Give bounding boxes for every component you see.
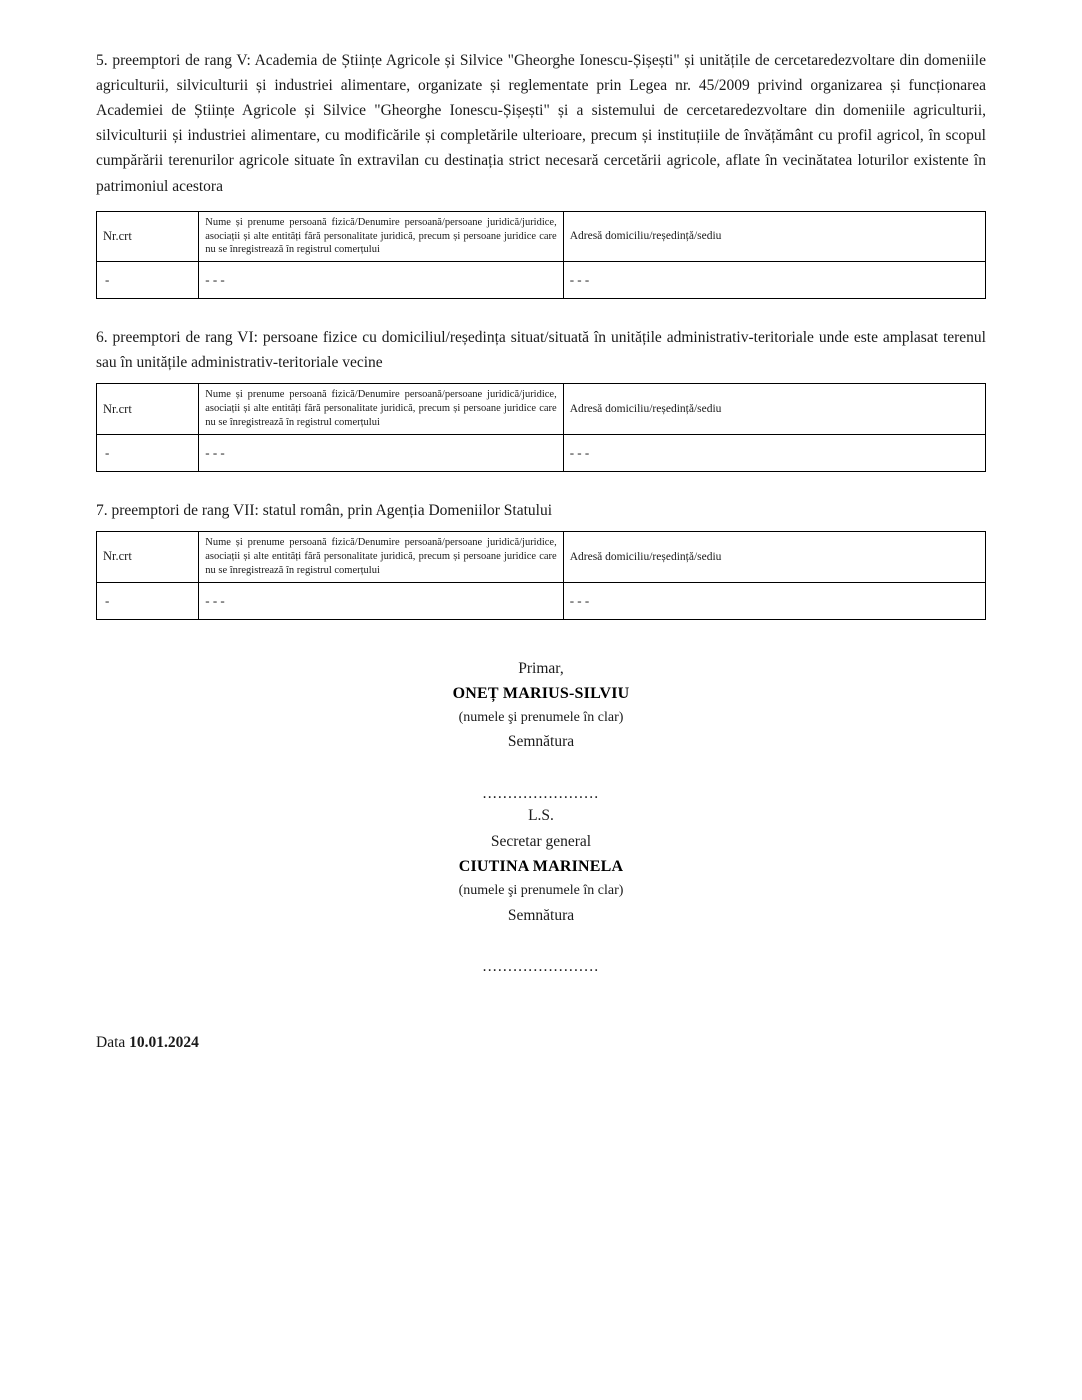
table-row [97,582,986,619]
secretar-signature-dots: ....................... [482,957,600,975]
secretar-note: (numele şi prenumele în clar) [458,882,624,898]
cell-address: - - - [563,582,985,619]
date-value: 10.01.2024 [129,1033,199,1051]
cell-name: - - - [199,435,563,472]
primar-name: ONEȚ MARIUS-SILVIU [452,684,630,702]
preemptors-table-rank-5 [96,211,986,300]
primar-role: Primar, [518,659,564,677]
secretar-name: CIUTINA MARINELA [458,857,624,875]
table-row [97,262,986,299]
cell-address: - - - [563,262,985,299]
cell-nr: - [97,435,199,472]
preemptors-table-rank-6 [96,383,986,472]
column-header-name: Nume și prenume persoană fizică/Denumire persoană/persoane juridică/juridice, asociații și alte entități fără personalitate juridică, precum și persoane juridice care nu se înregistrează în registrul comerțului [199,211,563,262]
secretar-role: Secretar general [490,832,592,850]
cell-address: - - - [563,435,985,472]
secretar-signature-label: Semnătura [507,906,575,924]
column-header-name: Nume și prenume persoană fizică/Denumire persoană/persoane juridică/juridice, asociații și alte entități fără personalitate juridică, precum și persoane juridice care nu se înregistrează în registrul comerțului [199,532,563,583]
table-header-row [97,384,986,435]
date-line [96,1034,986,1052]
paragraph-rank-5: 5. preemptori de rang V: Academia de Științe Agricole și Silvice "Gheorghe Ionescu-Șișești" și unitățile de cercetaredezvoltare din domeniile agriculturii, silviculturii și industriei alimentare, organizate și reglementate prin Legea nr. 45/2009 privind organizarea și funcționarea Academiei de Științe Agricole și Silvice "Gheorghe Ionescu-Șișești" și a sistemului de cercetaredezvoltare din domeniile agriculturii, silviculturii și industriei alimentare, cu modificările și completările ulterioare, precum și instituțiile de învățământ cu profil agricol, în scopul cumpărării terenurilor agricole situate în extravilan cu destinația strict necesară cercetării agricole, aflate în vecinătatea loturilor existente în patrimoniul acestora [96,52,986,195]
column-header-address: Adresă domiciliu/reședință/sediu [563,532,985,583]
table-row [97,435,986,472]
table-header-row [97,211,986,262]
preemptors-table-rank-7 [96,531,986,620]
primar-signature-dots: ....................... [482,784,600,802]
cell-nr: - [97,262,199,299]
column-header-nr: Nr.crt [97,384,199,435]
signature-block [96,656,986,976]
cell-name: - - - [199,582,563,619]
column-header-name: Nume și prenume persoană fizică/Denumire persoană/persoane juridică/juridice, asociații și alte entități fără personalitate juridică, precum și persoane juridice care nu se înregistrează în registrul comerțului [199,384,563,435]
column-header-nr: Nr.crt [97,211,199,262]
date-label: Data [96,1033,126,1051]
paragraph-rank-7: 7. preemptori de rang VII: statul român, prin Agenția Domeniilor Statului [96,502,553,520]
table-header-row [97,532,986,583]
primar-signature-label: Semnătura [507,733,575,751]
cell-nr: - [97,582,199,619]
ls-label: L.S. [528,806,554,824]
cell-name: - - - [199,262,563,299]
primar-note: (numele şi prenumele în clar) [458,709,624,725]
column-header-address: Adresă domiciliu/reședință/sediu [563,211,985,262]
column-header-nr: Nr.crt [97,532,199,583]
paragraph-rank-6: 6. preemptori de rang VI: persoane fizice cu domiciliul/reședința situat/situată în unitățile administrativ-teritoriale unde este amplasat terenul sau în unitățile administrativ-teritoriale vecine [96,329,986,372]
column-header-address: Adresă domiciliu/reședință/sediu [563,384,985,435]
